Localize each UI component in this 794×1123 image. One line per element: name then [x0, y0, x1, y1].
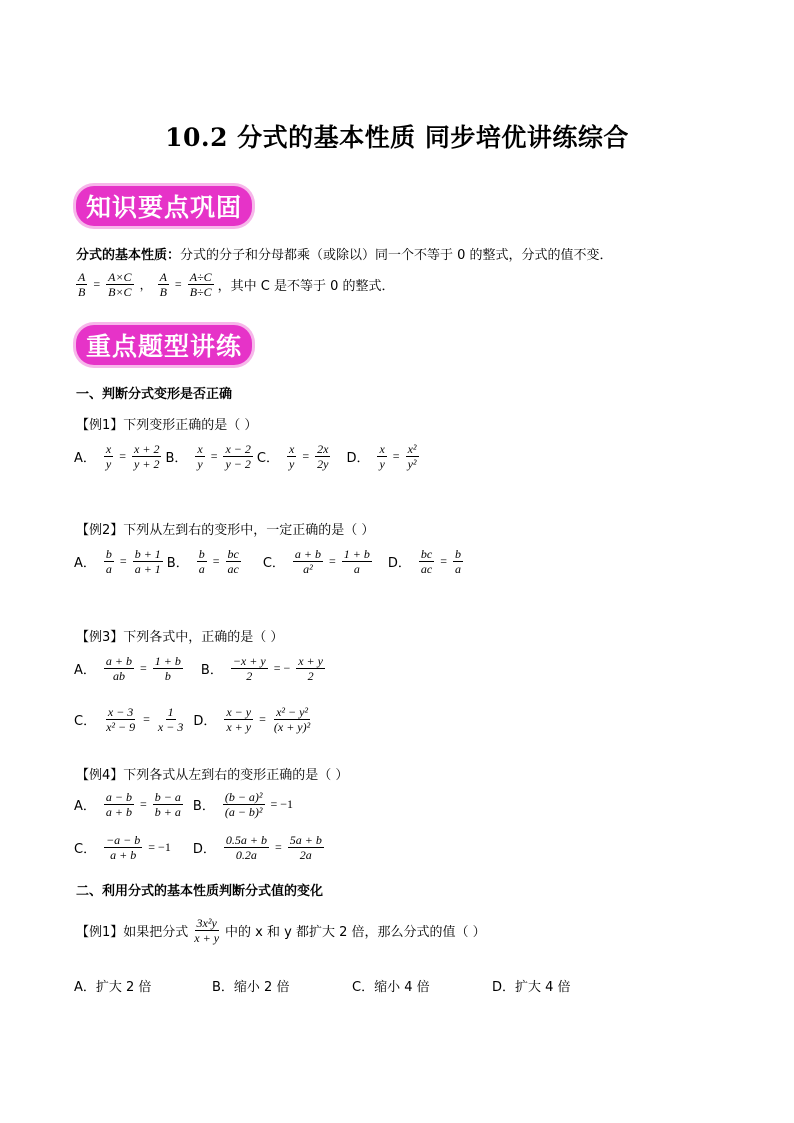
formula-frac: $\frac{A}{B}$ [78, 270, 86, 299]
example-2-options: A． $\frac{b}{a}$ = $\frac{b + 1}{a + 1}$ B． $\frac{b}{a}$ = $\frac{bc}{ac}$ C． $\frac{a + b}{\text{a²}}$ = $\frac{1 + b}{a}$ D． $\frac{bc}{ac}$ = $\frac{b}{a}$ [74, 547, 462, 576]
option-a-label: A． [74, 799, 96, 814]
option-d-label: D． [346, 451, 370, 466]
s2-option-d: D．扩大 4 倍 [492, 980, 571, 995]
s2-option-a: A．扩大 2 倍 [74, 980, 152, 995]
example-4-options-ab: A． $\frac{a - b}{a + b}$ = $\frac{b - a}{b + a}$ B． $\frac{\text{(b − a)²}}{\text{(a − b)²}}$ = −1 [74, 790, 294, 819]
option-b-label: B． [165, 451, 188, 466]
expr-frac: $\frac{x + 2}{y + 2}$ [134, 442, 160, 471]
expr-frac: $\frac{x - 3}{\text{x² − 9}}$ [106, 705, 136, 734]
option-a-label: A． [74, 451, 96, 466]
expr-frac: $\frac{0.5a + b}{0.2a}$ [225, 833, 267, 862]
option-b-label: B． [200, 663, 223, 678]
knowledge-label: 分式的基本性质： [76, 248, 181, 263]
example-3-options-ab: A． $\frac{a + b}{ab}$ = $\frac{1 + b}{b}$ B． $\frac{-x + y}{2}$ = − $\frac{x + y}{2}$ [74, 654, 323, 683]
option-a-label: A． [74, 556, 96, 571]
expr-frac: $\frac{b}{a}$ [105, 547, 112, 576]
s2-option-b: B．缩小 2 倍 [212, 980, 290, 995]
expr-frac: $\frac{\text{3x²y}}{x + y}$ [194, 916, 220, 945]
example-1-question: 【例1】下列变形正确的是（ ） [76, 418, 258, 433]
expr-frac: $\frac{b - a}{b + a}$ [154, 790, 181, 819]
banner-practice: 重点题型讲练 [76, 325, 252, 365]
formula-frac: $\frac{A}{B}$ [159, 270, 167, 299]
expr-frac: $\frac{x - y}{x + y}$ [226, 705, 252, 734]
knowledge-line-2: ，其中 C 是不等于 0 的整式． [217, 279, 395, 294]
section-2-example-1 [76, 916, 486, 945]
expr-frac: $\frac{1 + b}{a}$ [343, 547, 370, 576]
expr-frac: $\frac{a - b}{a + b}$ [105, 790, 133, 819]
example-2-question: 【例2】下列从左到右的变形中，一定正确的是（ ） [76, 523, 375, 538]
expr-frac: $\frac{bc}{ac}$ [227, 547, 239, 576]
option-c-label: C． [262, 556, 285, 571]
expr-frac: $\frac{x - 2}{y - 2}$ [225, 442, 251, 471]
expr-frac: $\frac{bc}{ac}$ [420, 547, 433, 576]
expr-frac: $\frac{-a - b}{a + b}$ [106, 833, 141, 862]
formula-frac: $\frac{A\div C}{B\div C}$ [189, 270, 212, 299]
knowledge-formula: $\frac{A}{B}$ = $\frac{A\times C}{B\times C}$ ， $\frac{A}{B}$ = $\frac{A\div C}{B\div C}$ ，其中 C 是不等于 0 的整式． [78, 270, 395, 299]
example-1-options: A． $\frac{x}{y}$ = $\frac{x + 2}{y + 2}$ B． $\frac{x}{y}$ = $\frac{x - 2}{y - 2}$ C． $\frac{x}{y}$ = $\frac{2x}{2y}$ D． $\frac{x}{y}$ = $\frac{\text{x²}}{\text{y²}}$ [74, 442, 417, 471]
s2-ex1-post: 中的 x 和 y 都扩大 2 倍，那么分式的值（ ） [225, 925, 486, 940]
s2-option-c: C．缩小 4 倍 [352, 980, 430, 995]
expr-frac: $\frac{b + 1}{a + 1}$ [134, 547, 161, 576]
expr-frac: $\frac{-x + y}{2}$ [232, 654, 266, 683]
option-d-label: D． [387, 556, 411, 571]
section-1-heading: 一、判断分式变形是否正确 [76, 387, 233, 402]
option-d-label: D． [193, 714, 217, 729]
knowledge-line-1 [76, 244, 613, 263]
expr-frac: $\frac{x}{y}$ [379, 442, 385, 471]
option-a-label: A． [74, 663, 96, 678]
option-c-label: C． [256, 451, 279, 466]
expr-frac: $\frac{\text{x² − y²}}{\text{(x + y)²}}$ [273, 705, 311, 734]
expr-frac: $\frac{x}{y}$ [197, 442, 203, 471]
expr-frac: $\frac{b}{a}$ [198, 547, 205, 576]
knowledge-text: 分式的分子和分母都乘（或除以）同一个不等于 0 的整式，分式的值不变． [180, 248, 613, 263]
formula-frac: $\frac{A\times C}{B\times C}$ [108, 270, 132, 299]
expr-frac: $\frac{\text{x²}}{\text{y²}}$ [407, 442, 417, 471]
option-d-label: D． [192, 842, 216, 857]
option-c-label: C． [74, 714, 97, 729]
expr-frac: $\frac{2x}{2y}$ [317, 442, 329, 471]
expr-frac: $\frac{1}{x - 3}$ [157, 705, 184, 734]
expr-frac: $\frac{a + b}{\text{a²}}$ [294, 547, 322, 576]
expr-frac: $\frac{x}{y}$ [105, 442, 112, 471]
section-2-heading: 二、利用分式的基本性质判断分式值的变化 [76, 884, 324, 899]
example-3-question: 【例3】下列各式中，正确的是（ ） [76, 630, 284, 645]
expr-frac: $\frac{\text{(b − a)²}}{\text{(a − b)²}}$ [224, 790, 263, 819]
option-c-label: C． [74, 842, 97, 857]
expr-frac: $\frac{5a + b}{2a}$ [289, 833, 322, 862]
s2-ex1-pre: 【例1】如果把分式 [76, 925, 189, 940]
page-title: 10.2 分式的基本性质 同步培优讲练综合 [165, 123, 629, 152]
expr-frac: $\frac{x}{y}$ [289, 442, 295, 471]
banner-knowledge: 知识要点巩固 [76, 186, 252, 226]
expr-frac: $\frac{x + y}{2}$ [298, 654, 323, 683]
expr-frac: $\frac{b}{a}$ [455, 547, 462, 576]
option-b-label: B． [166, 556, 189, 571]
example-4-options-cd: C． $\frac{-a - b}{a + b}$ = −1 D． $\frac{0.5a + b}{0.2a}$ = $\frac{5a + b}{2a}$ [74, 833, 322, 862]
option-b-label: B． [192, 799, 215, 814]
example-4-question: 【例4】下列各式从左到右的变形正确的是（ ） [76, 768, 349, 783]
expr-frac: $\frac{1 + b}{b}$ [154, 654, 181, 683]
expr-frac: $\frac{a + b}{ab}$ [105, 654, 133, 683]
example-3-options-cd: C． $\frac{x - 3}{\text{x² − 9}}$ = $\frac{1}{x - 3}$ D． $\frac{x - y}{x + y}$ = $\frac{\text{x² − y²}}{\text{(x + y)²}}$ [74, 705, 311, 734]
